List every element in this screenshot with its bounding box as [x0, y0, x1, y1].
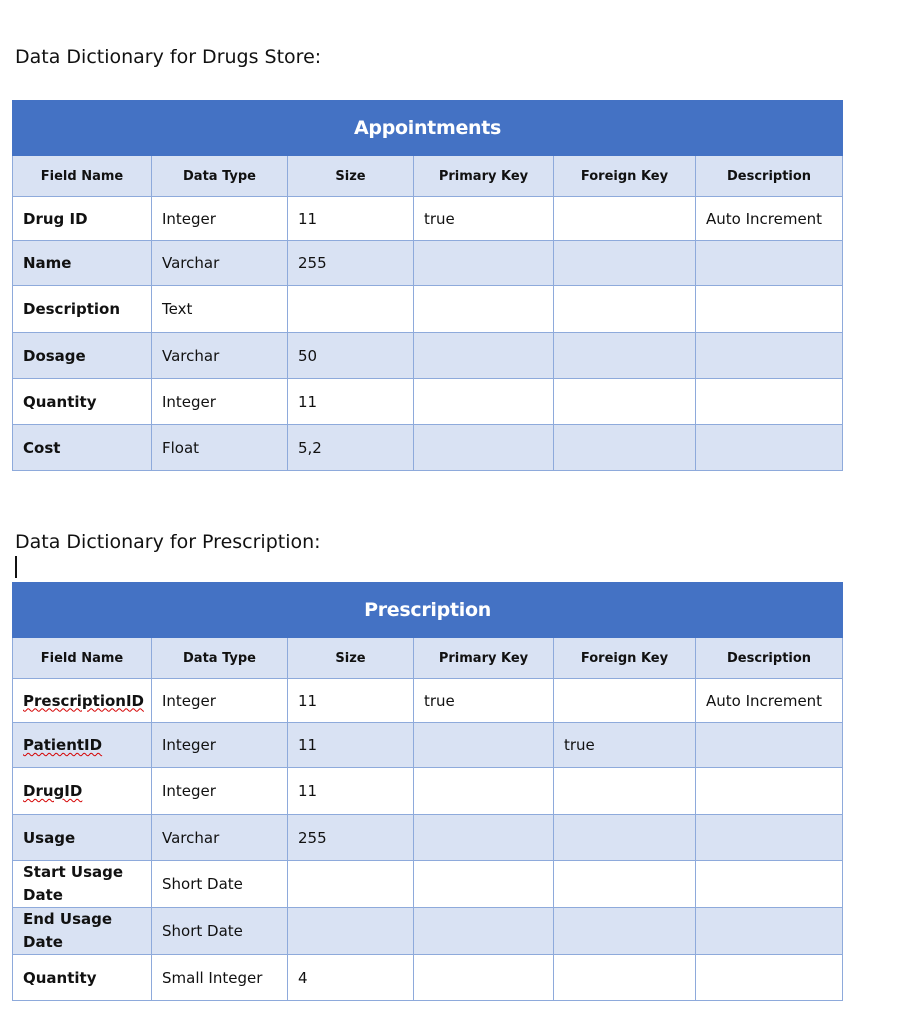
- size: 5,2: [288, 425, 414, 471]
- size: 255: [288, 815, 414, 861]
- field-name: [13, 679, 152, 723]
- field-name: Name: [13, 241, 152, 286]
- description: [696, 379, 843, 425]
- data-type: Varchar: [152, 333, 288, 379]
- table-title: Appointments: [13, 101, 843, 156]
- primary-key: true: [414, 197, 554, 241]
- primary-key: [414, 379, 554, 425]
- field-name: Usage: [13, 815, 152, 861]
- col-size: Size: [288, 156, 414, 197]
- foreign-key: [554, 768, 696, 815]
- primary-key: [414, 908, 554, 955]
- foreign-key: true: [554, 723, 696, 768]
- data-type: Integer: [152, 379, 288, 425]
- table-row: [13, 861, 843, 908]
- size: 50: [288, 333, 414, 379]
- data-type: Float: [152, 425, 288, 471]
- table-row: [13, 241, 843, 286]
- data-type: Varchar: [152, 241, 288, 286]
- primary-key: true: [414, 679, 554, 723]
- foreign-key: [554, 908, 696, 955]
- description: Auto Increment: [696, 197, 843, 241]
- col-description: Description: [696, 638, 843, 679]
- foreign-key: [554, 425, 696, 471]
- foreign-key: [554, 861, 696, 908]
- size: 11: [288, 679, 414, 723]
- table-row: [13, 197, 843, 241]
- foreign-key: [554, 197, 696, 241]
- misspelled-word: DrugID: [23, 782, 83, 800]
- field-name: Quantity: [13, 955, 152, 1001]
- data-type: Short Date: [152, 861, 288, 908]
- col-foreign-key: Foreign Key: [554, 638, 696, 679]
- primary-key: [414, 241, 554, 286]
- size: [288, 286, 414, 333]
- primary-key: [414, 861, 554, 908]
- col-foreign-key: Foreign Key: [554, 156, 696, 197]
- size: 11: [288, 723, 414, 768]
- field-name: Quantity: [13, 379, 152, 425]
- data-type: Integer: [152, 723, 288, 768]
- foreign-key: [554, 679, 696, 723]
- primary-key: [414, 333, 554, 379]
- col-description: Description: [696, 156, 843, 197]
- field-name: [13, 723, 152, 768]
- description: [696, 723, 843, 768]
- size: 11: [288, 768, 414, 815]
- size: 11: [288, 379, 414, 425]
- table-row: [13, 768, 843, 815]
- data-type: Integer: [152, 197, 288, 241]
- field-name: Dosage: [13, 333, 152, 379]
- prescription-table: [12, 582, 843, 1001]
- data-type: Short Date: [152, 908, 288, 955]
- description: [696, 908, 843, 955]
- table-row: [13, 955, 843, 1001]
- foreign-key: [554, 333, 696, 379]
- foreign-key: [554, 955, 696, 1001]
- data-type: Small Integer: [152, 955, 288, 1001]
- field-name: Drug ID: [13, 197, 152, 241]
- drugs-store-heading: Data Dictionary for Drugs Store:: [15, 46, 322, 68]
- description: [696, 425, 843, 471]
- description: [696, 768, 843, 815]
- table-row: [13, 379, 843, 425]
- primary-key: [414, 768, 554, 815]
- prescription-heading: Data Dictionary for Prescription:: [15, 531, 321, 553]
- primary-key: [414, 955, 554, 1001]
- primary-key: [414, 815, 554, 861]
- text-cursor: [15, 556, 17, 578]
- data-type: Integer: [152, 679, 288, 723]
- foreign-key: [554, 379, 696, 425]
- foreign-key: [554, 286, 696, 333]
- description: [696, 861, 843, 908]
- description: Auto Increment: [696, 679, 843, 723]
- size: 11: [288, 197, 414, 241]
- description: [696, 815, 843, 861]
- description: [696, 241, 843, 286]
- size: 4: [288, 955, 414, 1001]
- description: [696, 333, 843, 379]
- col-field-name: Field Name: [13, 638, 152, 679]
- table-row: [13, 815, 843, 861]
- foreign-key: [554, 241, 696, 286]
- data-type: Integer: [152, 768, 288, 815]
- field-name: Cost: [13, 425, 152, 471]
- field-name: End Usage Date: [13, 908, 152, 955]
- table-row: [13, 679, 843, 723]
- field-name: Start Usage Date: [13, 861, 152, 908]
- field-name: [13, 768, 152, 815]
- column-header-row: [13, 156, 843, 197]
- size: [288, 861, 414, 908]
- data-type: Varchar: [152, 815, 288, 861]
- primary-key: [414, 723, 554, 768]
- col-data-type: Data Type: [152, 638, 288, 679]
- primary-key: [414, 425, 554, 471]
- table-title: Prescription: [13, 583, 843, 638]
- col-primary-key: Primary Key: [414, 638, 554, 679]
- column-header-row: [13, 638, 843, 679]
- table-row: [13, 286, 843, 333]
- appointments-table: [12, 100, 843, 471]
- misspelled-word: PatientID: [23, 736, 103, 754]
- foreign-key: [554, 815, 696, 861]
- size: [288, 908, 414, 955]
- misspelled-word: PrescriptionID: [23, 691, 144, 710]
- description: [696, 955, 843, 1001]
- primary-key: [414, 286, 554, 333]
- col-size: Size: [288, 638, 414, 679]
- col-primary-key: Primary Key: [414, 156, 554, 197]
- table-row: [13, 425, 843, 471]
- field-name: Description: [13, 286, 152, 333]
- size: 255: [288, 241, 414, 286]
- table-row: [13, 333, 843, 379]
- description: [696, 286, 843, 333]
- col-field-name: Field Name: [13, 156, 152, 197]
- table-row: [13, 723, 843, 768]
- col-data-type: Data Type: [152, 156, 288, 197]
- table-row: [13, 908, 843, 955]
- data-type: Text: [152, 286, 288, 333]
